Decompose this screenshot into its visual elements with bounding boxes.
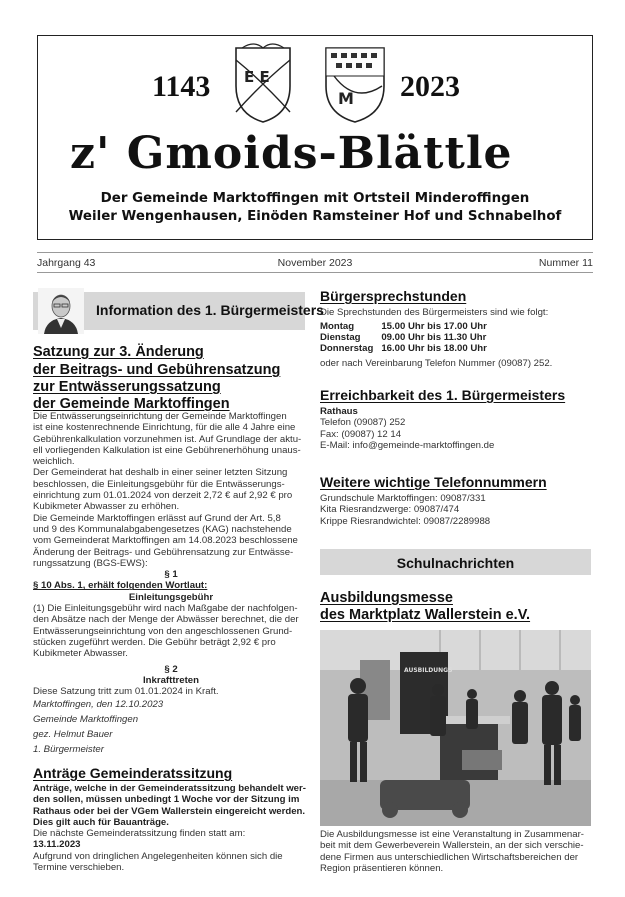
paragraph-subheading: § 10 Abs. 1, erhält folgenden Wortlaut: (33, 580, 208, 592)
text-line: rungssatzung (BGS-EWS): (33, 557, 148, 569)
crest-right-letters: M (338, 89, 354, 108)
text-line: Die nächste Gemeinderatssitzung finden statt am: (33, 828, 246, 840)
text-line: Aufgrund von dringlichen Angelegenheiten können sich die (33, 850, 283, 862)
table-row (320, 343, 495, 354)
signature-line: Marktoffingen, den 12.10.2023 (33, 699, 164, 711)
masthead-title: z' Gmoids-Blättle (70, 128, 513, 179)
telefon-body (320, 493, 490, 527)
divider (37, 272, 593, 273)
issue-volume: Jahrgang 43 (37, 257, 96, 269)
text-line: den sollen, müssen unbedingt 1 Woche vor der Sitzung im (33, 794, 300, 806)
phone-line: Kita Riesrandzwerge: 09087/474 (320, 504, 460, 516)
text-line: Die Entwässerungseinrichtung der Gemeinde Marktoffingen (33, 411, 287, 422)
caption-line: beit mit dem Gewerbeverein Wallerstein, an der sich verschie- (320, 840, 584, 852)
mayor-banner-title: Information des 1. Bürgermeisters (96, 302, 324, 318)
issue-number: Nummer 11 (538, 257, 593, 269)
crest-right-icon (322, 42, 388, 124)
text-line: (1) Die Einleitungsgebühr wird nach Maßgabe der nachfolgen- (33, 603, 298, 615)
table-row (320, 321, 495, 332)
text-line: Rathaus oder bei der VGem Wallerstein eingereicht werden. (33, 805, 306, 817)
signature-line: gez. Helmut Bauer (33, 729, 113, 741)
text-line: weichlich. (33, 456, 75, 468)
text-line: Dies gilt auch für Bauanträge. (33, 816, 169, 828)
erreichbarkeit-title: Erreichbarkeit des 1. Bürgermeisters (320, 387, 566, 403)
year-left: 1143 (152, 70, 211, 103)
caption-line: Region präsentieren können. (320, 862, 444, 874)
phone-line: Telefon (09087) 252 (320, 417, 406, 429)
satzung-title-line: zur Entwässerungssatzung (33, 379, 221, 395)
text-line: Änderung der Beitrags- und Gebührensatzung zur Entwässe- (33, 546, 294, 558)
mayor-portrait-icon (38, 288, 84, 334)
text-line: Der Gemeinderat hat deshalb in einer seiner letzten Sitzung (33, 467, 288, 479)
text-line: ist eine kostenrechnende Einrichtung, für die alle 4 Jahre eine (33, 422, 296, 434)
photo-caption (320, 829, 592, 874)
signature-line: 1. Bürgermeister (33, 744, 104, 756)
crest-left-icon (232, 42, 294, 124)
crest-left-letters: E E (244, 68, 270, 86)
day-cell: Donnerstag (320, 343, 374, 354)
meeting-date: 13.11.2023 (33, 839, 81, 851)
antraege-title: Anträge Gemeinderatssitzung (33, 765, 233, 781)
sprechstunden-table (320, 321, 495, 354)
fair-photo (320, 630, 591, 826)
text-line: Diese Satzung tritt zum 01.01.2024 in Kraft. (33, 686, 219, 698)
day-cell: Montag (320, 321, 355, 332)
divider (37, 252, 593, 253)
sprechstunden-title: Bürgersprechstunden (320, 288, 467, 304)
text-line: den Absätze nach der Menge der Abwässer berechnet, die der (33, 614, 299, 626)
text-line: Anträge, welche in der Gemeinderatssitzung behandelt wer- (33, 783, 306, 794)
masthead-subtitle-1: Der Gemeinde Marktoffingen mit Ortsteil Minderoffingen (100, 191, 530, 206)
text-line: Gebührenkalkulation vorzunehmen ist. Auf Grundlage der aktu- (33, 433, 302, 445)
day-cell: Dienstag (320, 332, 361, 343)
text-line: ell vorliegenden Kalkulation ist eine Gebührenerhöhung unaus- (33, 444, 301, 456)
paragraph-heading: § 1 (164, 569, 178, 581)
text-line: und 9 des Kommunalabgabengesetzes (KAG) nachstehende (33, 523, 292, 535)
sprechstunden-note: oder nach Vereinbarung Telefon Nummer (09087) 252. (320, 358, 553, 369)
satzung-body (33, 411, 309, 757)
time-cell: 16.00 Uhr bis 18.00 Uhr (381, 343, 487, 354)
text-line: beschlossen, die Einleitungsgebühr für die Entwässerungs- (33, 478, 285, 490)
paragraph-title: Inkrafttreten (143, 674, 199, 686)
text-line: Kubikmeter Abwasser zu erhöhen. (33, 501, 180, 513)
satzung-title-line: Satzung zur 3. Änderung (33, 344, 204, 360)
caption-line: dene Firmen aus unterschiedlichen Wirtschaftsbereichen der (320, 851, 579, 863)
text-line: einrichtung zum 01.01.2024 von derzeit 2,72 € auf 2,92 € pro (33, 490, 293, 502)
schule-band-title: Schulnachrichten (396, 555, 515, 571)
text-line: Termine verschieben. (33, 862, 125, 874)
satzung-title-line: der Beitrags- und Gebührensatzung (33, 362, 281, 378)
text-line: stücken zugeführt werden. Die Gebühr beträgt 2,92 € pro (33, 636, 276, 648)
paragraph-title: Einleitungsgebühr (128, 591, 214, 603)
schule-title-line: des Marktplatz Wallerstein e.V. (320, 607, 531, 623)
schule-title-line: Ausbildungsmesse (320, 590, 453, 606)
antraege-body (33, 783, 309, 873)
time-cell: 09.00 Uhr bis 11.30 Uhr (381, 332, 487, 343)
year-right: 2023 (400, 70, 460, 103)
photo-sign-text: AUSBILDUNGS (404, 667, 453, 674)
issue-date: November 2023 (277, 257, 353, 269)
sprechstunden-intro: Die Sprechstunden des Bürgermeisters sind wie folgt: (320, 307, 549, 318)
caption-line: Die Ausbildungsmesse ist eine Veranstaltung in Zusammenar- (320, 829, 584, 840)
phone-line: Grundschule Marktoffingen: 09087/331 (320, 493, 486, 504)
text-line: Die Gemeinde Marktoffingen erlässt auf Grund der Art. 5,8 (33, 512, 281, 524)
satzung-title-line: der Gemeinde Marktoffingen (33, 396, 230, 412)
paragraph-heading: § 2 (164, 663, 178, 675)
email-line[interactable]: E-Mail: info@gemeinde-marktoffingen.de (320, 439, 495, 451)
masthead-subtitle-2: Weiler Wengenhausen, Einöden Ramsteiner Hof und Schnabelhof (68, 209, 562, 224)
place-label: Rathaus (320, 406, 358, 417)
text-line: Kubikmeter Abwasser. (33, 648, 128, 660)
phone-line: Krippe Riesrandwichtel: 09087/2289988 (320, 515, 491, 527)
signature-line: Gemeinde Marktoffingen (33, 714, 139, 726)
table-row (320, 332, 495, 343)
erreichbarkeit-body (320, 406, 494, 451)
time-cell: 15.00 Uhr bis 17.00 Uhr (381, 321, 487, 332)
fax-line: Fax: (09087) 12 14 (320, 428, 402, 440)
text-line: vom Gemeinderat Marktoffingen am 14.08.2023 beschlossene (33, 535, 298, 547)
telefon-title: Weitere wichtige Telefonnummern (320, 474, 547, 490)
text-line: Entwässerungseinrichtung von den angeschlossenen Grund- (33, 625, 293, 637)
